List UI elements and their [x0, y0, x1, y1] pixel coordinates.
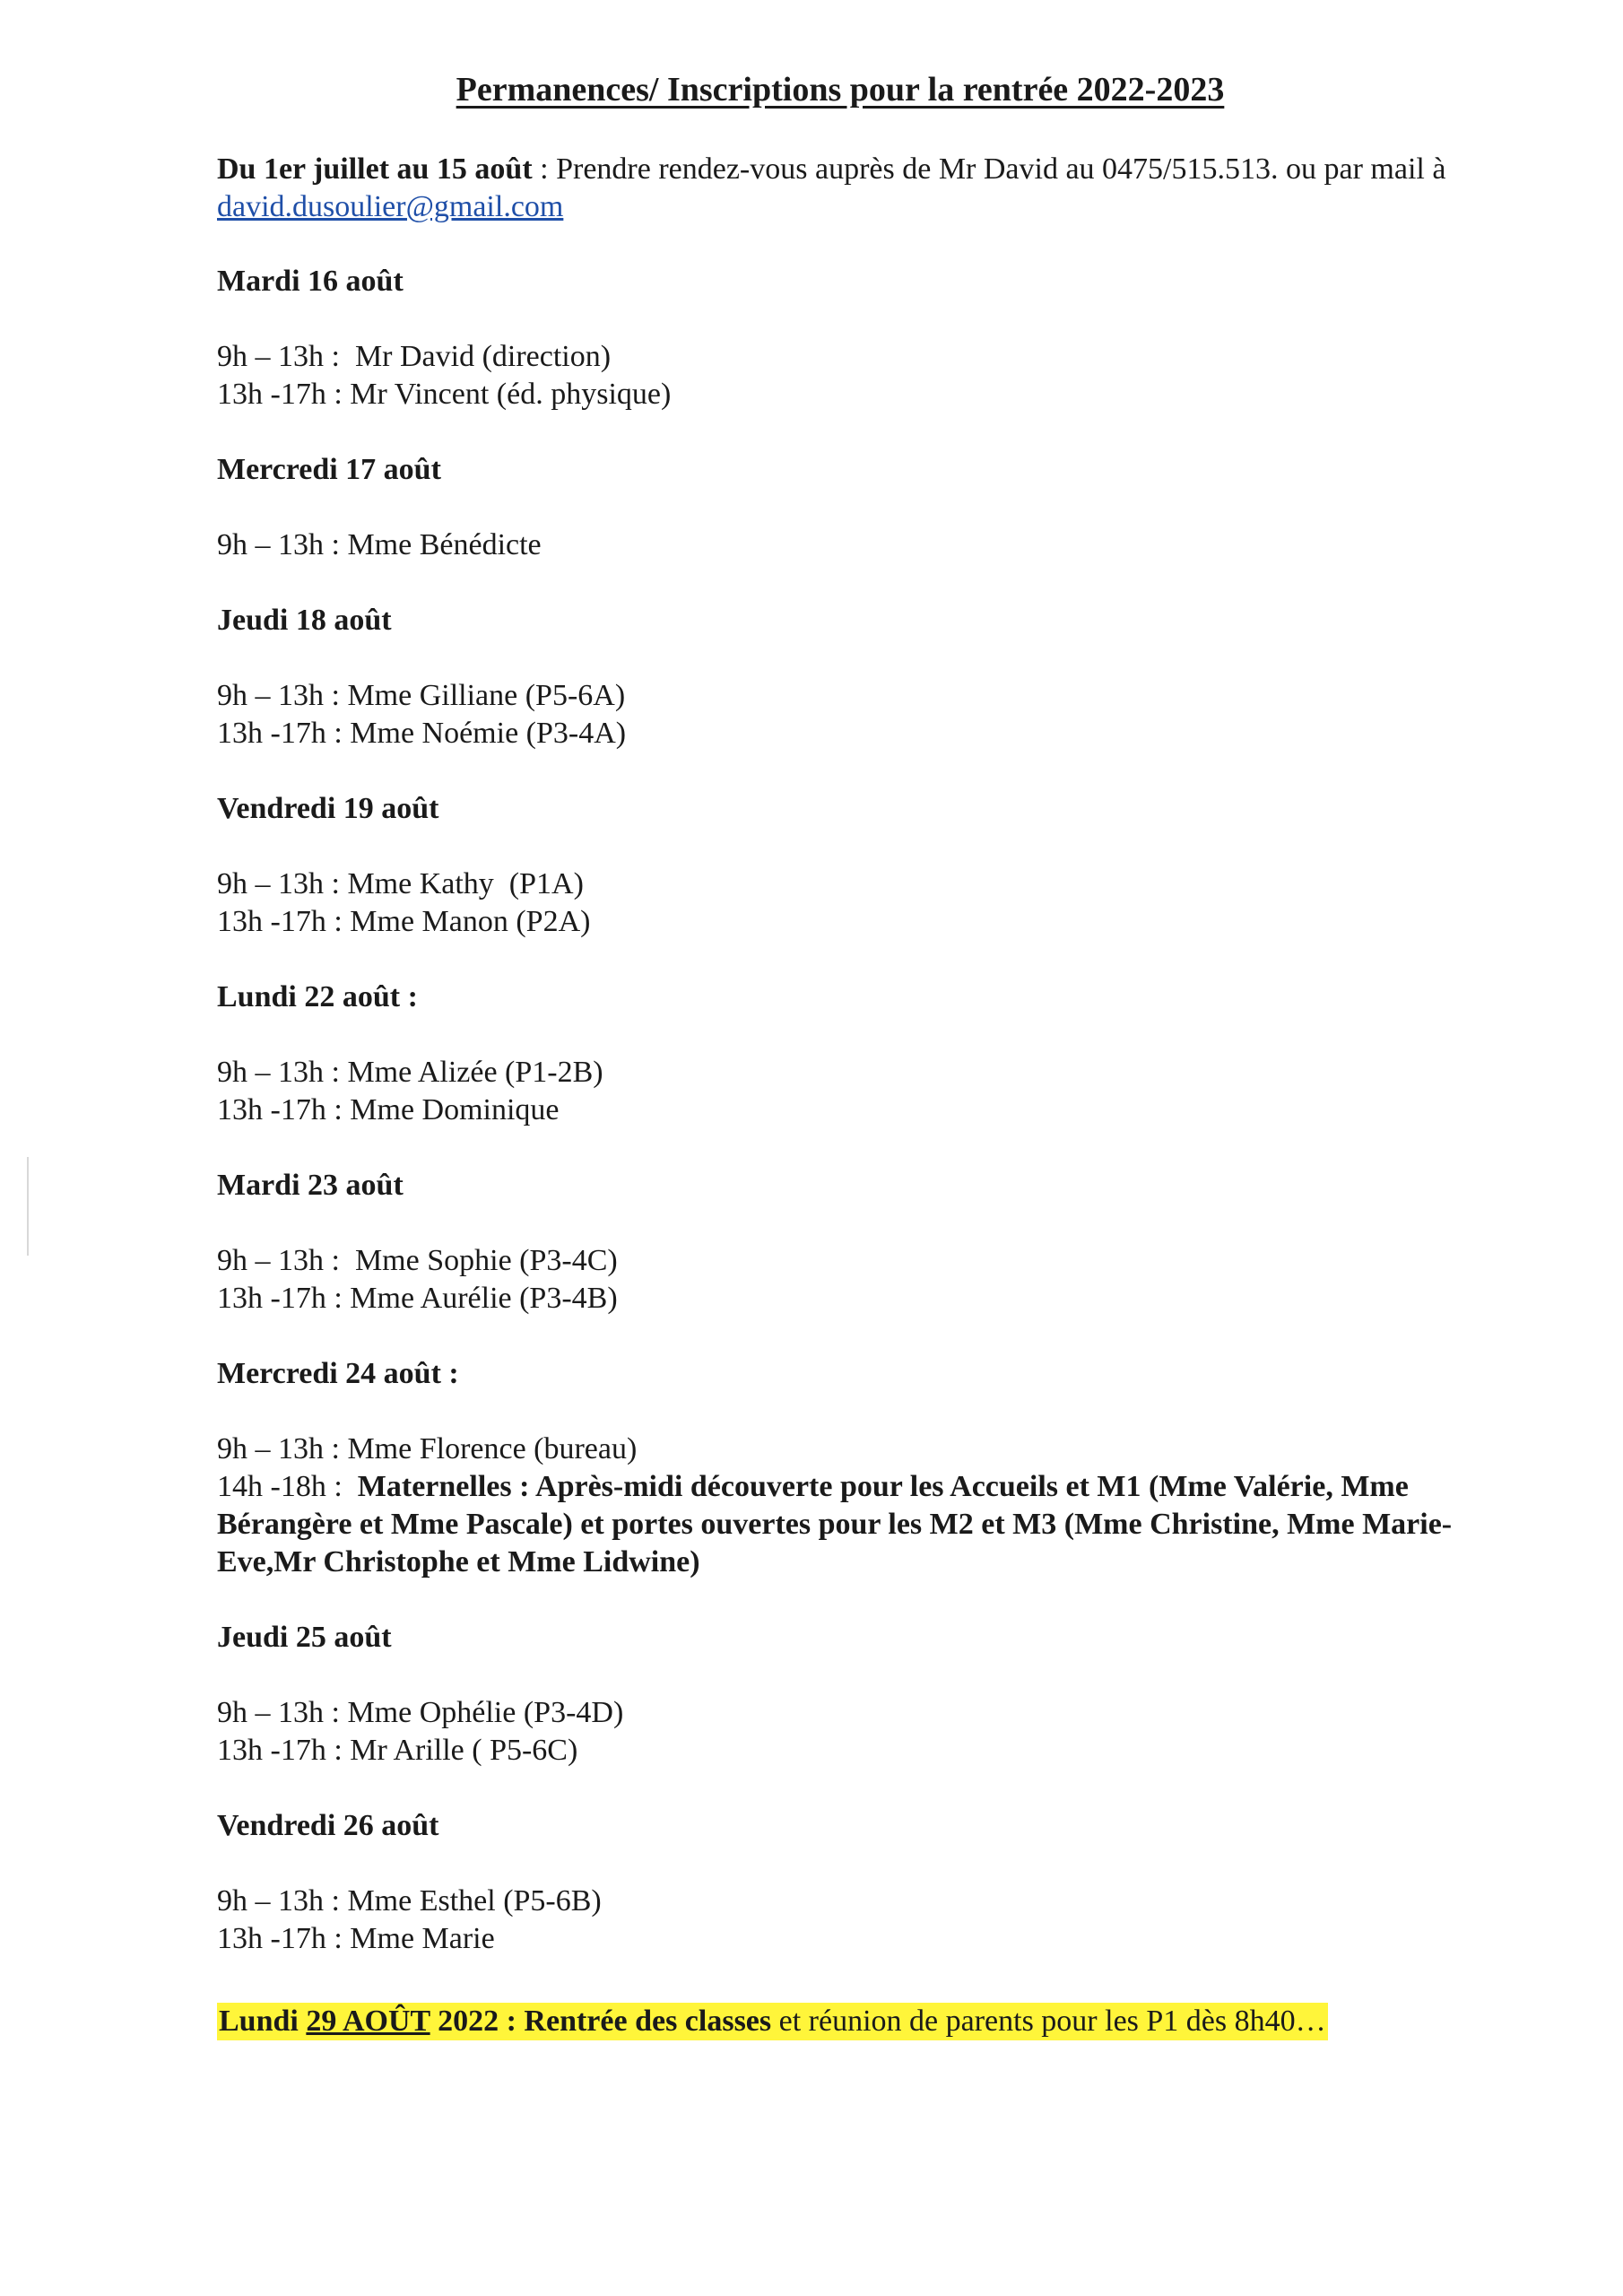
slot-list — [217, 1054, 1463, 1129]
slot-line: 9h – 13h : Mme Florence (bureau) — [217, 1432, 638, 1465]
slot-line: 13h -17h : Mme Marie — [217, 1922, 495, 1955]
slot-line: 13h -17h : Mme Dominique — [217, 1093, 560, 1126]
day-block — [217, 451, 1463, 489]
slot-line: 9h – 13h : Mme Gilliane (P5-6A) — [217, 679, 626, 712]
slot-line: 9h – 13h : Mr David (direction) — [217, 340, 612, 373]
email-link[interactable]: david.dusoulier@gmail.com — [217, 190, 564, 223]
back-to-school-banner — [217, 2003, 1328, 2040]
day-heading: Vendredi 19 août — [217, 792, 439, 825]
slot-line: 9h – 13h : Mme Esthel (P5-6B) — [217, 1884, 602, 1918]
slot-line: 13h -17h : Mme Aurélie (P3-4B) — [217, 1282, 618, 1315]
slot-list — [217, 865, 1463, 941]
day-heading: Jeudi 18 août — [217, 604, 392, 637]
day-heading: Mercredi 24 août : — [217, 1357, 459, 1390]
slot-line: 13h -17h : Mme Manon (P2A) — [217, 905, 591, 938]
slot-line: 13h -17h : Mr Arille ( P5-6C) — [217, 1734, 578, 1767]
day-heading: Mercredi 17 août — [217, 453, 441, 486]
intro-paragraph — [217, 151, 1463, 226]
day-block — [217, 602, 1463, 639]
slot-line: 13h -17h : Mme Noémie (P3-4A) — [217, 717, 627, 750]
day-block — [217, 1807, 1463, 1845]
slot-list — [217, 526, 1463, 564]
page-title: Permanences/ Inscriptions pour la rentrée 2022-2023 — [456, 71, 1225, 109]
slot-list — [217, 338, 1463, 413]
final-note: et réunion de parents pour les P1 dès 8h40… — [771, 2005, 1326, 2038]
day-heading: Jeudi 25 août — [217, 1621, 392, 1654]
slot-list — [217, 1242, 1463, 1318]
day-block — [217, 790, 1463, 828]
slot-list — [217, 1431, 1463, 1581]
day-heading: Mardi 23 août — [217, 1169, 404, 1202]
maternelles-note: Maternelles : Après-midi découverte pour les Accueils et M1 (Mme Valérie, Mme Bérangère et Mme Pascale) et portes ouvertes pour les M2 et M3 (Mme Christine, Mme Marie-Eve,Mr Christophe et Mme Lidwine) — [217, 1470, 1453, 1578]
slot-line: 9h – 13h : Mme Kathy (P1A) — [217, 867, 584, 900]
day-block — [217, 1619, 1463, 1657]
final-rentree: 2022 : Rentrée des classes — [430, 2005, 772, 2038]
slot-line-maternelles — [217, 1468, 1463, 1581]
day-heading: Vendredi 26 août — [217, 1809, 439, 1842]
day-heading: Lundi 22 août : — [217, 980, 418, 1013]
slot-line: 9h – 13h : Mme Bénédicte — [217, 528, 542, 561]
slot-line: 9h – 13h : Mme Ophélie (P3-4D) — [217, 1696, 624, 1729]
intro-text: : Prendre rendez-vous auprès de Mr David au 0475/515.513. ou par mail à — [532, 152, 1446, 186]
final-date: 29 AOÛT — [306, 2005, 430, 2038]
day-block — [217, 978, 1463, 1016]
slot-list — [217, 1883, 1463, 1958]
slot-time: 14h -18h : — [217, 1470, 358, 1503]
day-block — [217, 1167, 1463, 1205]
day-block — [217, 263, 1463, 300]
slot-line: 9h – 13h : Mme Sophie (P3-4C) — [217, 1244, 618, 1277]
intro-date-range: Du 1er juillet au 15 août — [217, 152, 533, 186]
day-heading: Mardi 16 août — [217, 265, 404, 298]
slot-list — [217, 677, 1463, 752]
slot-line: 13h -17h : Mr Vincent (éd. physique) — [217, 378, 672, 411]
slot-line: 9h – 13h : Mme Alizée (P1-2B) — [217, 1056, 603, 1089]
scan-margin-mark — [27, 1157, 29, 1256]
slot-list — [217, 1694, 1463, 1770]
final-day: Lundi — [219, 2005, 307, 2038]
day-block — [217, 1355, 1463, 1393]
